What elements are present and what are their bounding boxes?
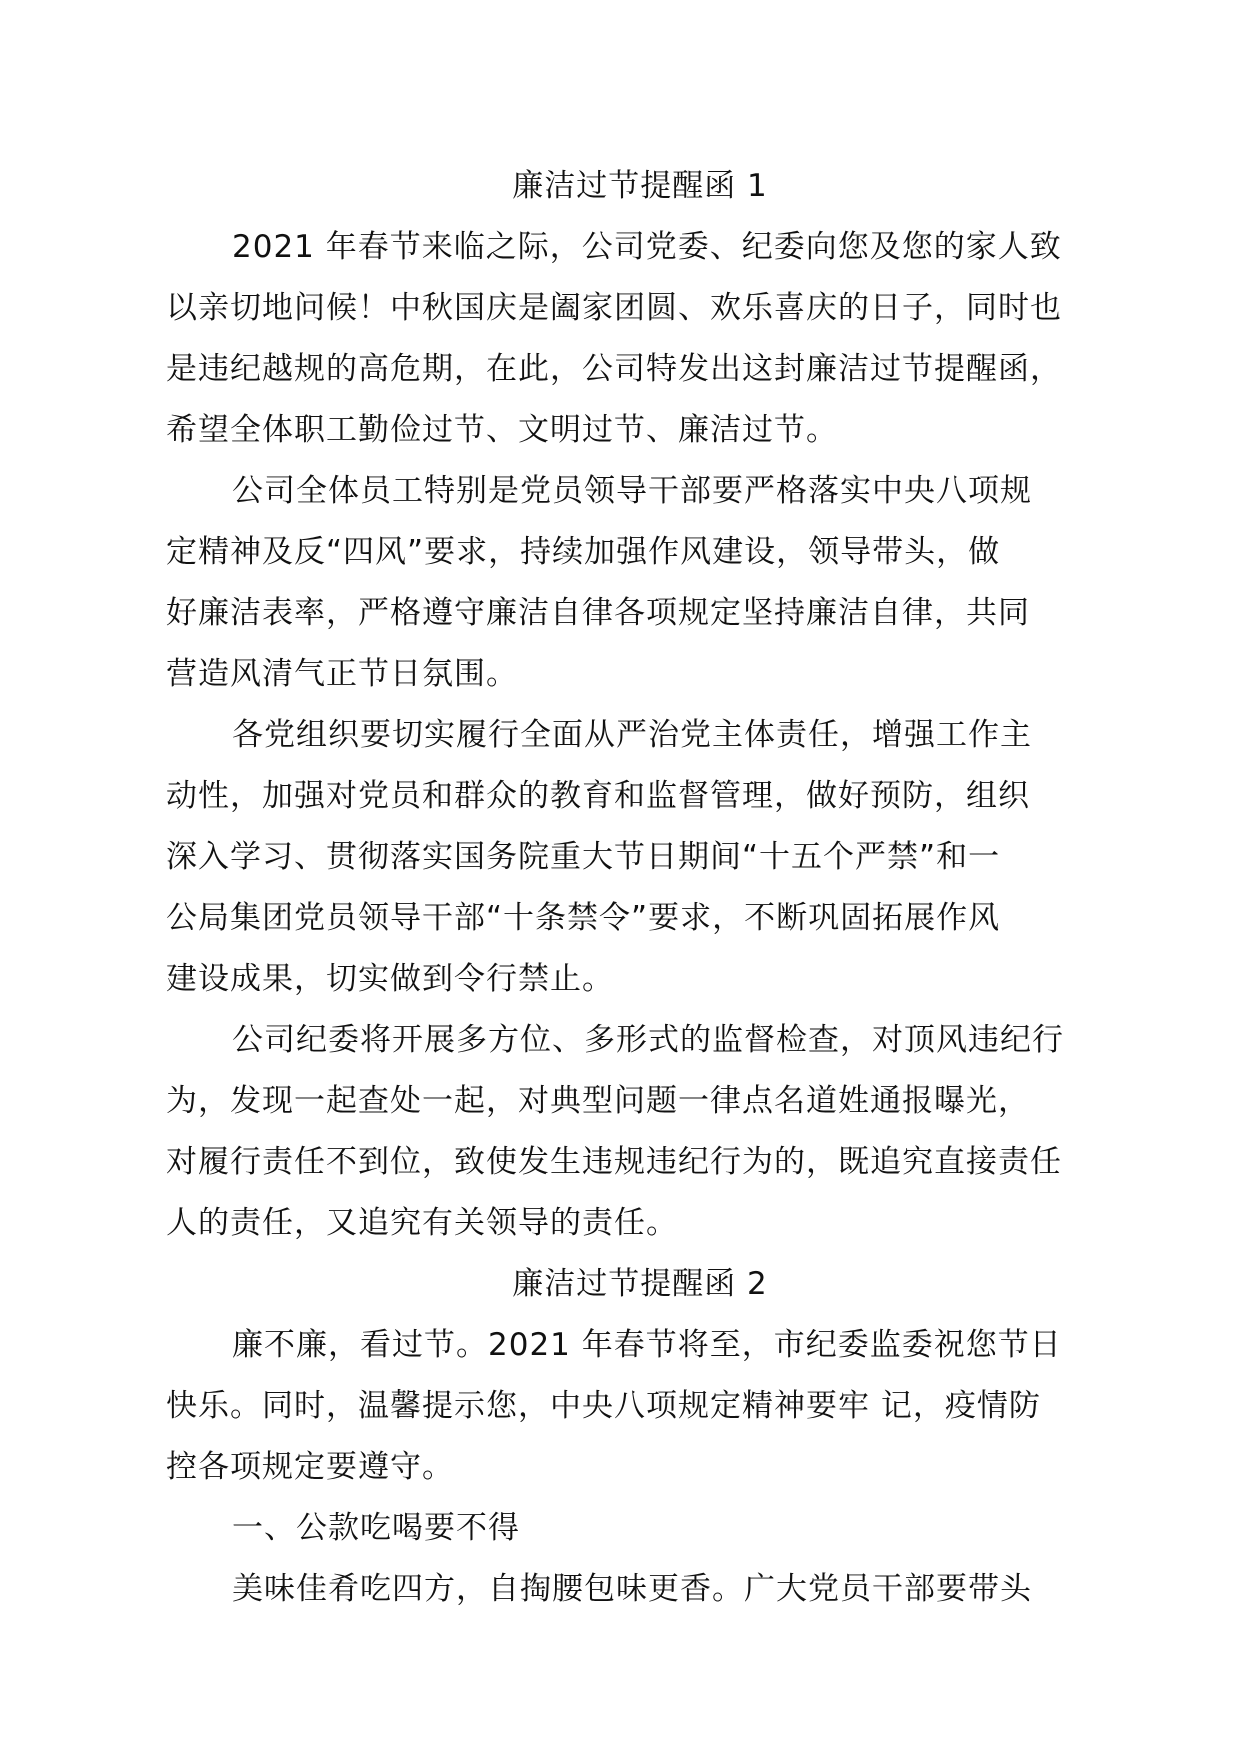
text-line: 公司全体员工特别是党员领导干部要严格落实中央八项规 — [232, 473, 1032, 509]
paragraph-party-organizations — [166, 705, 1114, 1010]
letter-title-1: 廉洁过节提醒函 1 — [512, 168, 768, 204]
text-line: 建设成果，切实做到令行禁止。 — [166, 961, 614, 997]
paragraph-staff-requirements — [166, 461, 1114, 705]
text-line: 各党组织要切实履行全面从严治党主体责任，增强工作主 — [232, 717, 1032, 753]
text-line: 定精神及反“四风”要求，持续加强作风建设，领导带头，做 — [166, 534, 1001, 570]
text-line: 以亲切地问候！中秋国庆是阖家团圆、欢乐喜庆的日子，同时也 — [166, 290, 1062, 326]
text-line: 公司纪委将开展多方位、多形式的监督检查，对顶风违纪行 — [232, 1022, 1064, 1058]
text-line: 动性，加强对党员和群众的教育和监督管理，做好预防，组织 — [166, 778, 1030, 814]
paragraph-greeting — [166, 217, 1114, 461]
paragraph-festival-greeting — [166, 1315, 1114, 1498]
text-line: 是违纪越规的高危期，在此，公司特发出这封廉洁过节提醒函， — [166, 351, 1062, 387]
text-line: 深入学习、贯彻落实国务院重大节日期间“十五个严禁”和一 — [166, 839, 1001, 875]
text-line: 一、公款吃喝要不得 — [232, 1510, 520, 1546]
text-line: 廉不廉，看过节。2021 年春节将至，市纪委监委祝您节日 — [232, 1327, 1062, 1363]
text-line: 营造风清气正节日氛围。 — [166, 656, 518, 692]
text-line: 为，发现一起查处一起，对典型问题一律点名道姓通报曝光， — [166, 1083, 1030, 1119]
text-line: 快乐。同时，温馨提示您，中央八项规定精神要牢 记，疫情防 — [166, 1388, 1041, 1424]
paragraph-supervision — [166, 1010, 1114, 1254]
text-line: 控各项规定要遵守。 — [166, 1449, 454, 1485]
document-page — [166, 156, 1114, 1620]
text-line: 好廉洁表率，严格遵守廉洁自律各项规定坚持廉洁自律，共同 — [166, 595, 1030, 631]
text-line: 人的责任，又追究有关领导的责任。 — [166, 1205, 678, 1241]
section-heading-public-funds — [166, 1498, 1114, 1559]
text-line: 美味佳肴吃四方，自掏腰包味更香。广大党员干部要带头 — [232, 1571, 1032, 1607]
text-line: 希望全体职工勤俭过节、文明过节、廉洁过节。 — [166, 412, 838, 448]
letter-title-2: 廉洁过节提醒函 2 — [512, 1266, 768, 1302]
text-line: 公局集团党员领导干部“十条禁令”要求，不断巩固拓展作风 — [166, 900, 1001, 936]
text-line: 2021 年春节来临之际，公司党委、纪委向您及您的家人致 — [232, 229, 1062, 265]
text-line: 对履行责任不到位，致使发生违规违纪行为的，既追究直接责任 — [166, 1144, 1062, 1180]
paragraph-public-funds — [166, 1559, 1114, 1620]
